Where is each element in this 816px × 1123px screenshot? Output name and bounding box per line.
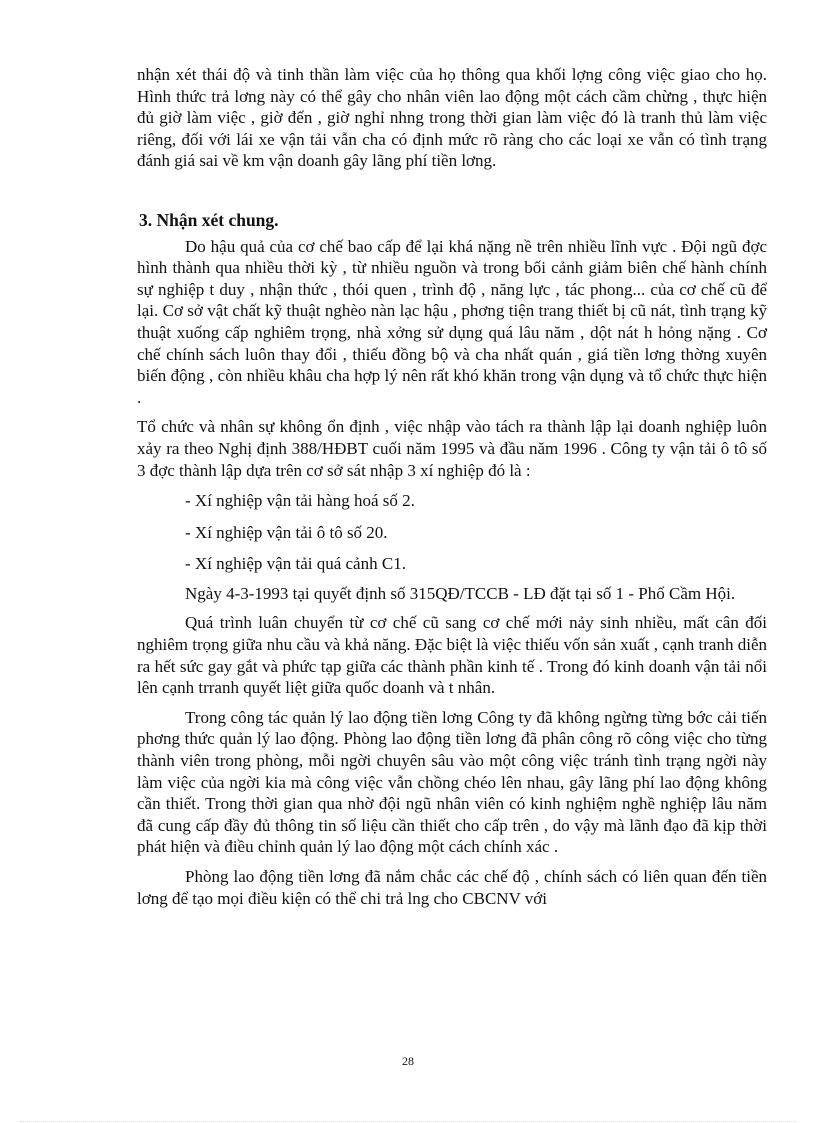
list-item: - Xí nghiệp vận tải hàng hoá số 2. (185, 491, 415, 511)
paragraph-2: Tổ chức và nhân sự không ổn định , việc nhập vào tách ra thành lập lại doanh nghiệp luôn xảy ra theo Nghị định 388/HĐBT cuối năm 1995 và đầu năm 1996 . Công ty vận tải ô tô số 3 đợc thành lập dựa trên cơ sở sát nhập 3 xí nghiệp đó là : (137, 417, 767, 480)
paragraph-3: Ngày 4-3-1993 tại quyết định số 315QĐ/TCCB - LĐ đặt tại số 1 - Phố Cầm Hội. (185, 583, 736, 603)
paragraph-1: Do hậu quả của cơ chế bao cấp để lại khá nặng nề trên nhiều lĩnh vực . Đội ngũ đợc hình thành qua nhiều thời kỳ , từ nhiều nguồn và trong bối cảnh giảm biên chế hành chính sự nghiệp t duy , nhận thức , thói quen , trình độ , năng lực , tác phong... của cơ chế cũ để lại. Cơ sở vật chất kỹ thuật nghèo nàn lạc hậu , phơng tiện trang thiết bị cũ nát, tình trạng kỹ thuật xuống cấp nghiêm trọng, nhà xởng sử dụng quá lâu năm , dột nát h hỏng nặng . Cơ chế chính sách luôn thay đổi , thiếu đồng bộ và cha nhất quán , giá tiền lơng thờng xuyên biến động , còn nhiều khâu cha hợp lý nên rất khó khăn trong vận dụng và tổ chức thực hiện . (137, 236, 767, 407)
page-number: 28 (402, 1054, 414, 1068)
list-item: - Xí nghiệp vận tải quá cảnh C1. (185, 554, 406, 574)
document-page (137, 64, 767, 909)
paragraph-6: Phòng lao động tiền lơng đã nắm chắc các chế độ , chính sách có liên quan đến tiền lơng để tạo mọi điều kiện có thể chi trả lng cho CBCNV với (137, 867, 767, 908)
intro-paragraph: nhận xét thái độ và tinh thần làm việc của họ thông qua khối lợng công việc giao cho họ. Hình thức trả lơng này có thể gây cho nhân viên lao động một cách cầm chừng , thực hiện đủ giờ làm việc , giờ đến , giờ nghỉ nhng trong thời gian làm việc đó là tranh thủ làm việc riêng, đối với lái xe vận tải vẫn cha có định mức rõ ràng cho các loại xe vẫn có tình trạng đánh giá sai về km vận doanh gây lãng phí tiền lơng. (137, 65, 767, 171)
list-item: - Xí nghiệp vận tải ô tô số 20. (185, 522, 388, 542)
page-bottom-border (20, 1121, 796, 1122)
section-heading: 3. Nhận xét chung. (139, 209, 279, 230)
paragraph-5: Trong công tác quản lý lao động tiền lơng Công ty đã không ngừng từng bớc cải tiến phơng thức quản lý lao động. Phòng lao động tiền lơng đã phân công rõ công việc cho từng thành viên trong phòng, mỗi ngời chuyên sâu vào một công việc tránh tình trạng ngời này làm việc của ngời kia mà công việc vẫn chồng chéo lên nhau, gây lãng phí lao động không cần thiết. Trong thời gian qua nhờ đội ngũ nhân viên có kinh nghiệm nghề nghiệp lâu năm đã cung cấp đầy đủ thông tin số liệu cần thiết cho cấp trên , do vậy mà lãnh đạo đã kịp thời phát hiện và điều chỉnh quản lý lao động một cách chính xác . (137, 707, 767, 857)
paragraph-4: Quá trình luân chuyển từ cơ chế cũ sang cơ chế mới nảy sinh nhiều, mất cân đối nghiêm trọng giữa nhu cầu và khả năng. Đặc biệt là việc thiếu vốn sản xuất , cạnh tranh diễn ra hết sức gay gắt và phức tạp giữa các thành phần kinh tế . Trong đó kinh doanh vận tải nổi lên cạnh trranh quyết liệt giữa quốc doanh và t nhân. (137, 613, 767, 698)
